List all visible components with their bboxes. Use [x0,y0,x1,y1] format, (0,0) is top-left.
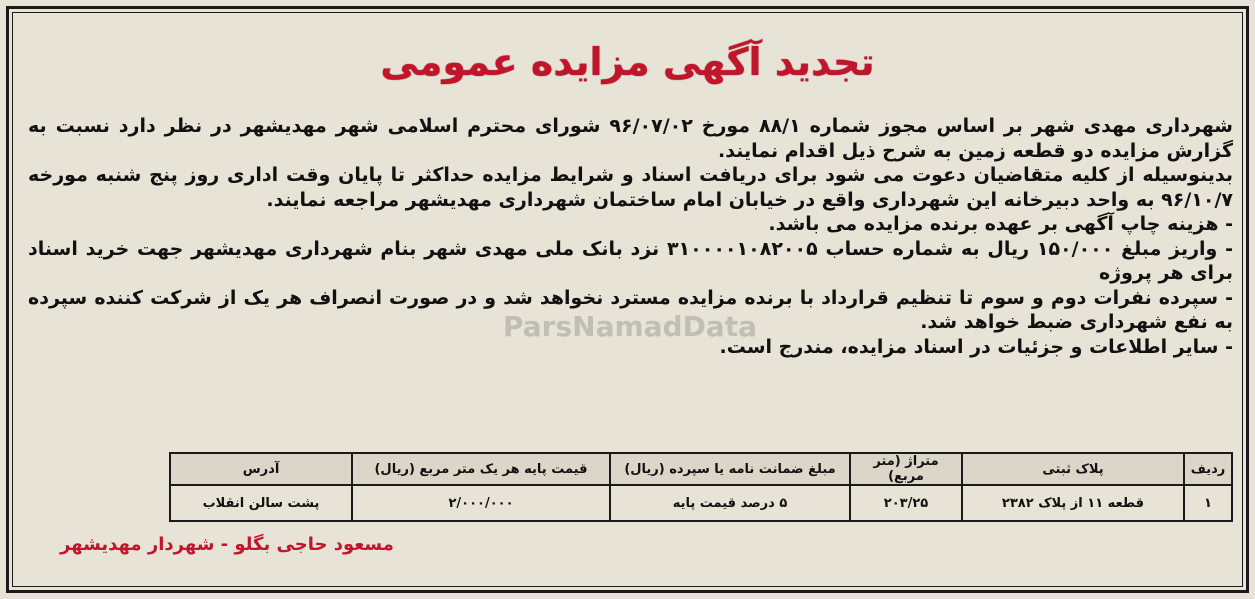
watermark: ParsNamadData [503,310,757,343]
cell-base-price: ۲/۰۰۰/۰۰۰ [352,485,610,521]
cell-guarantee-amount: ۵ درصد قیمت پایه [610,485,850,521]
paragraph-invitation: بدینوسیله از کلیه متقاضیان دعوت می شود برای دریافت اسناد و شرایط مزایده حداکثر تا پایان وقت اداری روز پنج شنبه مورخه ۹۶/۱۰/۷ به واحد دبیرخانه این شهرداری واقع در خیابان امام ساختمان شهرداری مهدیشهر مراجعه نمایند. [28,164,1233,211]
cell-address: پشت سالن انقلاب [170,485,352,521]
header-base-price: قیمت پایه هر یک متر مربع (ریال) [352,453,610,485]
notice-title: تجدید آگهی مزایده عمومی [380,40,875,84]
header-address: آدرس [170,453,352,485]
cell-row-number: ۱ [1184,485,1232,521]
cell-area: ۲۰۳/۲۵ [850,485,962,521]
paragraph-other-info: - سایر اطلاعات و جزئیات در اسناد مزایده، مندرج است. [719,335,1233,358]
paragraph-print-cost: - هزینه چاپ آگهی بر عهده برنده مزایده می باشد. [768,213,1233,235]
paragraph-deposit: - سپرده نفرات دوم و سوم تا تنظیم قرارداد با برنده مزایده مسترد نخواهد شد و در صورت انصراف هر یک از شرکت کننده سپرده به نفع شهرداری ضبط خواهد شد. [28,286,1233,333]
header-registration-plate: پلاک ثبتی [962,453,1184,485]
paragraph-payment: - واریز مبلغ ۱۵۰/۰۰۰ ریال به شماره حساب ۳۱۰۰۰۰۱۰۸۲۰۰۵ نزد بانک ملی مهدی شهر بنام شهرداری مهدیشهر جهت خرید اسناد برای هر پروژه [28,237,1234,284]
header-row-number: ردیف [1184,453,1232,485]
table-header-row [170,453,1232,485]
table-row [170,485,1232,521]
header-area: متراژ (متر مربع) [850,453,962,485]
paragraph-intro: شهرداری مهدی شهر بر اساس مجوز شماره ۸۸/۱ مورخ ۹۶/۰۷/۰۲ شورای محترم اسلامی شهر مهدیشهر در نظر دارد نسبت به گزارش مزایده دو قطعه زمین به شرح ذیل اقدام نمایند. [28,115,1233,162]
cell-registration-plate: قطعه ۱۱ از پلاک ۲۳۸۲ [962,485,1184,521]
header-guarantee-amount: مبلغ ضمانت نامه یا سپرده (ریال) [610,453,850,485]
mayor-signature: مسعود حاجی بگلو - شهردار مهدیشهر [60,534,394,555]
land-info-table [169,452,1233,522]
notice-body [28,114,1233,359]
